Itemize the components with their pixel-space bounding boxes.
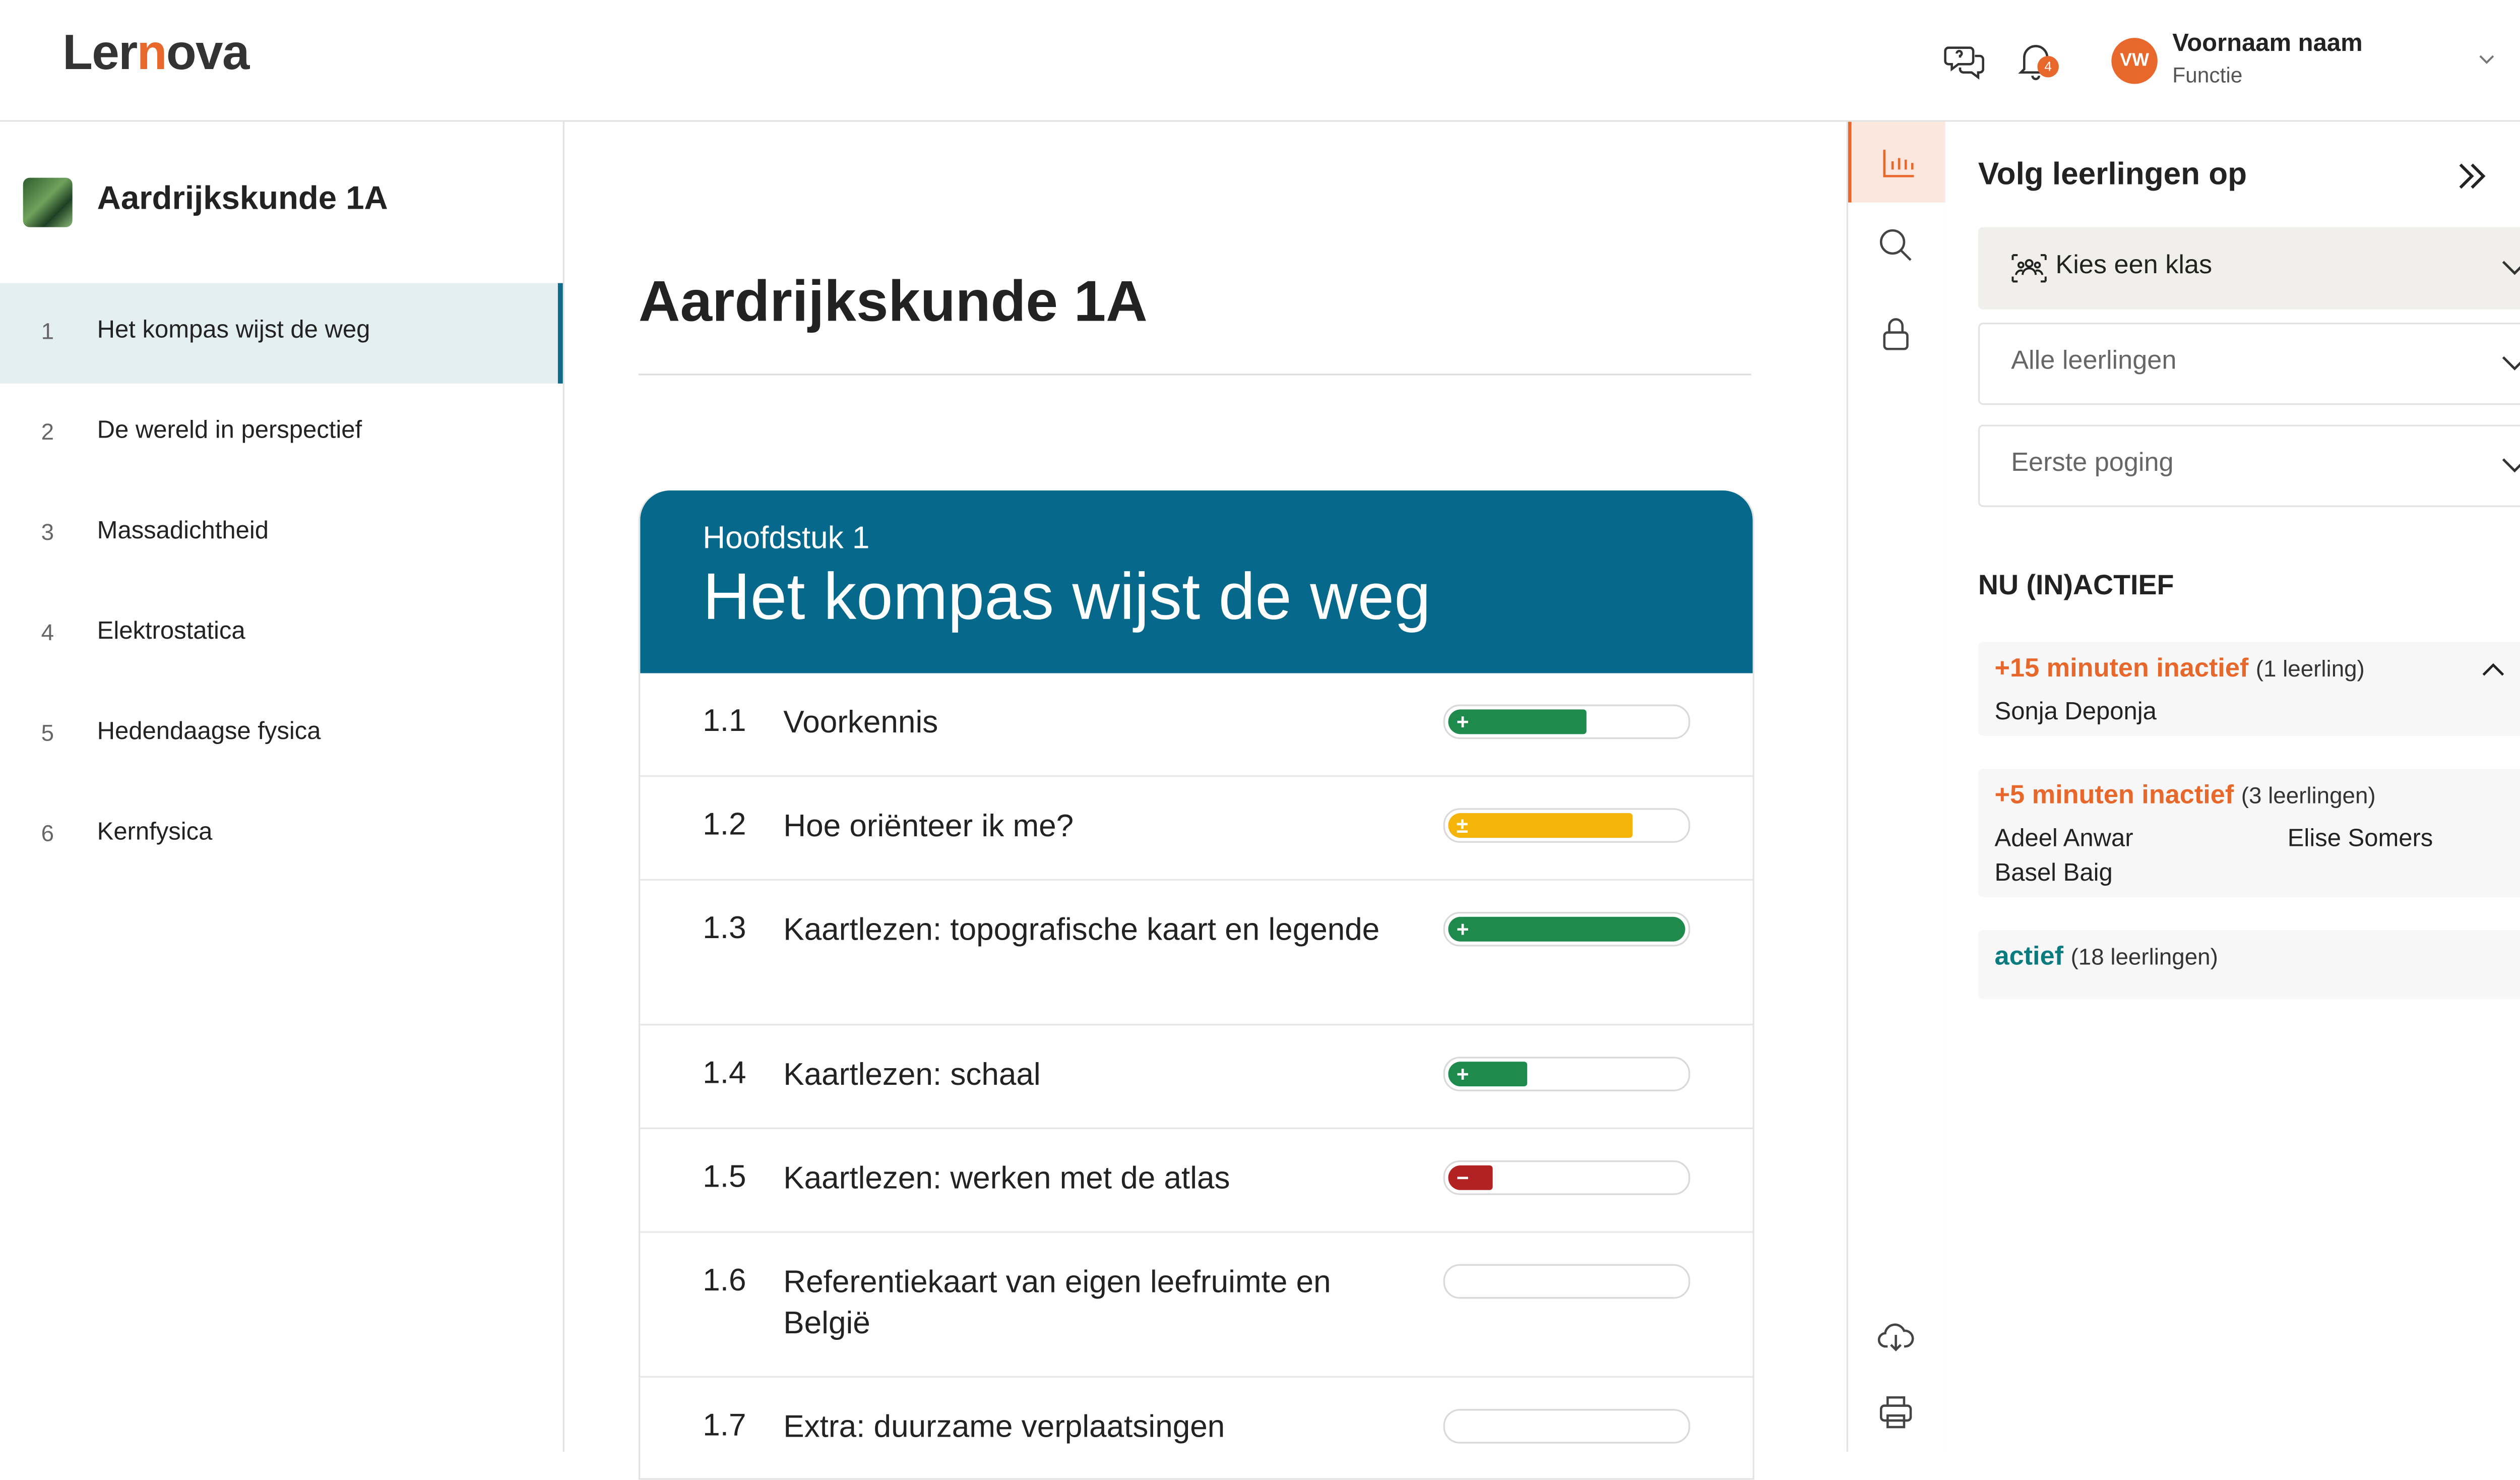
class-select-value: Kies een klas bbox=[2055, 252, 2213, 280]
attempt-select[interactable] bbox=[1978, 424, 2520, 507]
inactive-15-group[interactable] bbox=[1978, 642, 2520, 735]
course-sidebar bbox=[0, 122, 564, 1452]
attempt-select-value: Eerste poging bbox=[2011, 449, 2174, 477]
stats-tool-button[interactable] bbox=[1848, 122, 1945, 203]
page-title: Aardrijkskunde 1A bbox=[638, 270, 1148, 334]
inactive-5-group[interactable] bbox=[1978, 769, 2520, 897]
user-role: Functie bbox=[2172, 63, 2243, 88]
chapter-kicker: Hoofdstuk 1 bbox=[703, 522, 870, 557]
sidebar-item-number: 3 bbox=[41, 518, 54, 545]
progress-fill bbox=[1448, 917, 1685, 942]
sidebar-item-4[interactable] bbox=[0, 584, 563, 685]
lesson-number: 1.1 bbox=[703, 704, 746, 739]
student-name[interactable]: Adeel Anwar bbox=[1994, 824, 2133, 853]
lesson-number: 1.3 bbox=[703, 911, 746, 947]
lesson-title[interactable]: Referentiekaart van eigen leefruimte en België bbox=[783, 1266, 1331, 1342]
lesson-row[interactable] bbox=[640, 1233, 1752, 1378]
lesson-number: 1.5 bbox=[703, 1160, 746, 1195]
sidebar-item-number: 4 bbox=[41, 619, 54, 645]
printer-icon bbox=[1876, 1392, 1915, 1432]
chevron-down-icon[interactable] bbox=[2475, 48, 2498, 71]
student-name[interactable]: Basel Baig bbox=[1994, 859, 2113, 887]
group-icon bbox=[2009, 252, 2049, 285]
sidebar-item-label: Kernfysica bbox=[97, 818, 213, 846]
score-sign: + bbox=[1456, 916, 1469, 942]
active-group[interactable] bbox=[1978, 930, 2520, 999]
lesson-title[interactable]: Voorkennis bbox=[783, 706, 938, 741]
close-icon[interactable] bbox=[2516, 158, 2520, 194]
lesson-title[interactable]: Kaartlezen: schaal bbox=[783, 1058, 1041, 1093]
progress-bar bbox=[1443, 1057, 1690, 1091]
score-sign: ± bbox=[1456, 813, 1469, 838]
student-name[interactable]: Sonja Deponja bbox=[1994, 698, 2157, 726]
progress-bar bbox=[1443, 1264, 1690, 1299]
lesson-number: 1.4 bbox=[703, 1057, 746, 1091]
top-bar bbox=[0, 0, 2520, 122]
sidebar-item-6[interactable] bbox=[0, 785, 563, 886]
download-tool-button[interactable] bbox=[1848, 1296, 1945, 1376]
group-count: (3 leerlingen) bbox=[2241, 782, 2376, 809]
notification-badge: 4 bbox=[2037, 56, 2058, 77]
group-title bbox=[1995, 943, 2218, 973]
course-thumbnail bbox=[23, 178, 73, 227]
tool-rail bbox=[1847, 122, 1947, 1452]
chapter-title: Het kompas wijst de weg bbox=[703, 561, 1431, 634]
sidebar-item-5[interactable] bbox=[0, 685, 563, 785]
course-name: Aardrijkskunde 1A bbox=[97, 181, 388, 218]
lesson-row[interactable] bbox=[640, 1025, 1752, 1129]
progress-bar bbox=[1443, 705, 1690, 739]
lesson-number: 1.7 bbox=[703, 1409, 746, 1444]
group-title bbox=[1995, 655, 2365, 685]
group-title-text: +5 minuten inactief bbox=[1994, 782, 2234, 810]
chapter-card bbox=[639, 490, 1754, 1479]
cloud-download-icon bbox=[1876, 1317, 1915, 1356]
chat-help-icon[interactable] bbox=[1943, 39, 1986, 82]
lesson-number: 1.2 bbox=[703, 808, 746, 843]
chapter-header bbox=[640, 490, 1752, 673]
student-name[interactable]: Elise Somers bbox=[2287, 824, 2433, 853]
lesson-row[interactable] bbox=[640, 1378, 1752, 1479]
sidebar-item-2[interactable] bbox=[0, 384, 563, 484]
progress-fill bbox=[1448, 709, 1586, 734]
chevron-up-icon[interactable] bbox=[2480, 660, 2506, 680]
lesson-row[interactable] bbox=[640, 673, 1752, 777]
progress-bar bbox=[1443, 808, 1690, 843]
progress-bar bbox=[1443, 912, 1690, 947]
bar-chart-icon bbox=[1879, 143, 1919, 182]
lock-tool-button[interactable] bbox=[1848, 293, 1945, 374]
progress-fill bbox=[1448, 1062, 1527, 1086]
progress-bar bbox=[1443, 1409, 1690, 1444]
sidebar-item-1[interactable] bbox=[0, 283, 563, 384]
sidebar-item-number: 6 bbox=[41, 820, 54, 846]
sidebar-item-label: Het kompas wijst de weg bbox=[97, 316, 370, 344]
progress-fill bbox=[1448, 813, 1632, 838]
sidebar-item-number: 2 bbox=[41, 418, 54, 445]
sidebar-item-label: Massadichtheid bbox=[97, 517, 269, 545]
lesson-row[interactable] bbox=[640, 881, 1752, 1025]
print-tool-button[interactable] bbox=[1848, 1371, 1945, 1452]
group-title bbox=[1995, 782, 2376, 812]
chevron-down-icon bbox=[2500, 351, 2520, 374]
user-name[interactable]: Voornaam naam bbox=[2172, 29, 2363, 58]
search-icon bbox=[1876, 225, 1915, 265]
group-count: (18 leerlingen) bbox=[2070, 943, 2218, 970]
group-count: (1 leerling) bbox=[2255, 655, 2365, 682]
sidebar-item-3[interactable] bbox=[0, 484, 563, 584]
lesson-row[interactable] bbox=[640, 1129, 1752, 1233]
divider bbox=[639, 374, 1751, 375]
lesson-title[interactable]: Kaartlezen: topografische kaart en legende bbox=[783, 913, 1380, 948]
progress-fill bbox=[1448, 1165, 1492, 1190]
lock-icon bbox=[1876, 315, 1915, 354]
sidebar-item-number: 5 bbox=[41, 719, 54, 746]
sidebar-item-label: Hedendaagse fysica bbox=[97, 717, 321, 746]
lesson-title[interactable]: Kaartlezen: werken met de atlas bbox=[783, 1162, 1230, 1197]
lesson-number: 1.6 bbox=[703, 1264, 746, 1299]
sidebar-item-label: Elektrostatica bbox=[97, 617, 245, 645]
lesson-title[interactable]: Extra: duurzame verplaatsingen bbox=[783, 1410, 1225, 1445]
score-sign: − bbox=[1456, 1165, 1469, 1190]
search-tool-button[interactable] bbox=[1848, 204, 1945, 285]
group-title-text: actief bbox=[1994, 943, 2064, 971]
class-select[interactable] bbox=[1978, 227, 2520, 310]
chevron-down-icon bbox=[2500, 453, 2520, 476]
group-title-text: +15 minuten inactief bbox=[1994, 655, 2249, 684]
section-heading: NU (IN)ACTIEF bbox=[1978, 569, 2174, 601]
follow-students-panel bbox=[1945, 122, 2520, 1452]
double-chevron-right-icon[interactable] bbox=[2454, 158, 2490, 194]
app-logo[interactable]: Lernova bbox=[62, 26, 249, 81]
lesson-row[interactable] bbox=[640, 777, 1752, 881]
avatar[interactable]: VW bbox=[2111, 38, 2157, 84]
panel-title: Volg leerlingen op bbox=[1978, 158, 2247, 193]
lesson-title[interactable]: Hoe oriënteer ik me? bbox=[783, 810, 1074, 845]
progress-bar bbox=[1443, 1160, 1690, 1195]
students-select[interactable] bbox=[1978, 323, 2520, 405]
chevron-down-icon bbox=[2500, 255, 2520, 278]
sidebar-item-number: 1 bbox=[41, 318, 54, 344]
students-select-value: Alle leerlingen bbox=[2011, 347, 2177, 376]
score-sign: + bbox=[1456, 1062, 1469, 1087]
score-sign: + bbox=[1456, 709, 1469, 734]
sidebar-item-label: De wereld in perspectief bbox=[97, 416, 362, 445]
